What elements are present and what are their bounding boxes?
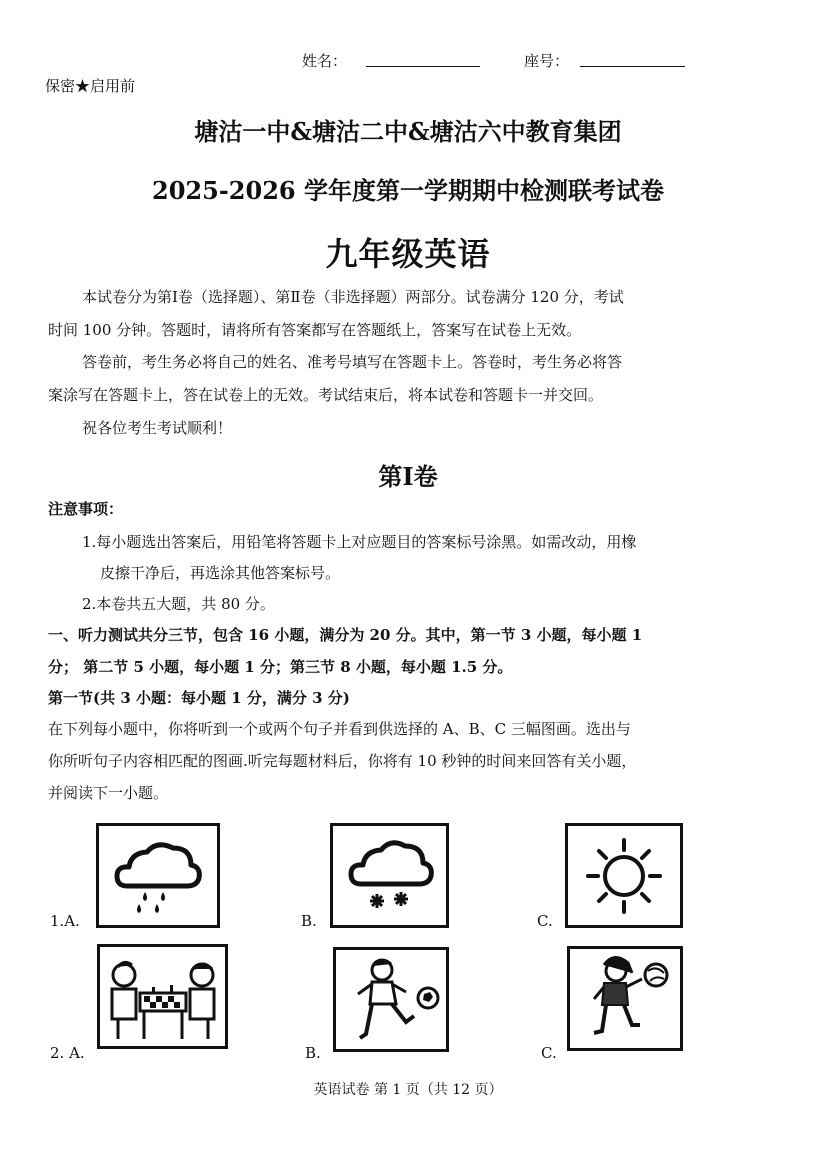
q2-option-c-label: C.	[541, 1044, 557, 1062]
note1-line2: 皮擦干净后，再选涂其他答案标号。	[100, 564, 341, 582]
intro-p1-line2: 时间 100 分钟。答题时，请将所有答案都写在答题纸上，答案写在试卷上无效。	[48, 321, 582, 339]
note2: 2.本卷共五大题，共 80 分。	[82, 595, 275, 613]
seat-label: 座号：	[524, 52, 570, 70]
q2-option-a-label: 2. A.	[50, 1044, 85, 1062]
section-title: 第Ⅰ卷	[378, 462, 438, 491]
snow-cloud-icon	[333, 826, 446, 925]
subject-title: 九年级英语	[325, 235, 491, 273]
instruction-line1: 在下列每小题中，你将听到一个或两个句子并看到供选择的 A、B、C 三幅图画。选出与	[48, 720, 631, 738]
instruction-line3: 并阅读下一小题。	[48, 784, 169, 802]
page-footer: 英语试卷 第 1 页（共 12 页）	[313, 1082, 503, 1098]
part1-heading-line1: 一、听力测试共分三节，包含 16 小题，满分为 20 分。其中，第一节 3 小题，每小题 1	[48, 626, 643, 644]
q2-option-b-image[interactable]	[333, 947, 449, 1052]
part1-heading-line2: 分； 第二节 5 小题，每小题 1 分；第三节 8 小题，每小题 1.5 分。	[48, 658, 513, 676]
boy-kicking-ball-icon	[336, 950, 446, 1049]
intro-p1-line1: 本试卷分为第Ⅰ卷（选择题）、第Ⅱ卷（非选择题）两部分。试卷满分 120 分，考试	[82, 288, 624, 306]
intro-p2-line2: 案涂写在答题卡上，答在试卷上的无效。考试结束后，将本试卷和答题卡一并交回。	[48, 386, 604, 404]
q1-option-a-label: 1.A.	[50, 912, 80, 930]
chess-players-icon	[100, 947, 225, 1046]
confidential-mark: 保密★启用前	[45, 77, 136, 95]
intro-wish: 祝各位考生考试顺利！	[82, 419, 233, 437]
name-field[interactable]	[366, 52, 480, 67]
exam-title: 2025-2026 学年度第一学期期中检测联考试卷	[152, 176, 664, 205]
subsection1-heading: 第一节(共 3 小题：每小题 1 分，满分 3 分)	[48, 689, 350, 707]
girl-volleyball-icon	[570, 949, 680, 1048]
instruction-line2: 你所听句子内容相匹配的图画.听完每题材料后，你将有 10 秒钟的时间来回答有关小题，	[48, 752, 637, 770]
notes-heading: 注意事项：	[48, 500, 124, 518]
q2-option-c-image[interactable]	[567, 946, 683, 1051]
school-title: 塘沽一中&塘沽二中&塘沽六中教育集团	[194, 117, 622, 146]
q1-option-a-image[interactable]	[96, 823, 220, 928]
seat-field[interactable]	[580, 52, 685, 67]
q1-option-b-image[interactable]	[330, 823, 449, 928]
intro-p2-line1: 答卷前，考生务必将自己的姓名、准考号填写在答题卡上。答卷时，考生务必将答	[82, 353, 623, 371]
q2-option-b-label: B.	[305, 1044, 321, 1062]
q2-option-a-image[interactable]	[97, 944, 228, 1049]
sun-icon	[568, 826, 680, 925]
q1-option-c-image[interactable]	[565, 823, 683, 928]
q1-option-c-label: C.	[537, 912, 553, 930]
note1-line1: 1.每小题选出答案后，用铅笔将答题卡上对应题目的答案标号涂黑。如需改动，用橡	[82, 533, 637, 551]
rain-cloud-icon	[99, 826, 217, 925]
name-label: 姓名：	[302, 52, 348, 70]
q1-option-b-label: B.	[301, 912, 317, 930]
